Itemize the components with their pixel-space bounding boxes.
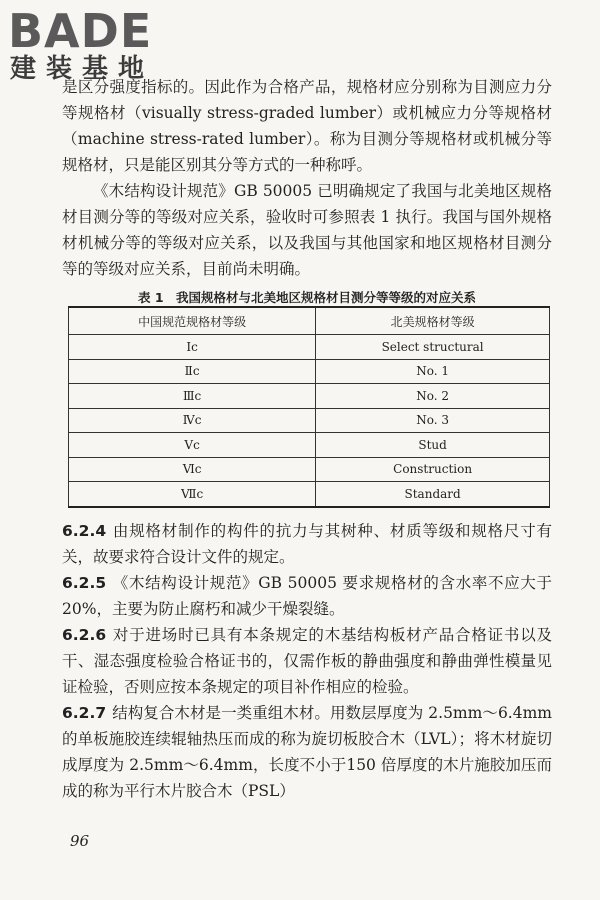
grade-correspondence-table xyxy=(68,306,550,508)
china-grade-cell: Ⅰc xyxy=(69,335,316,360)
section-6-2-7 xyxy=(62,700,552,804)
china-grade-cell: Ⅴc xyxy=(69,433,316,458)
section-6-2-5 xyxy=(62,570,552,622)
na-grade-cell: No. 3 xyxy=(316,408,550,433)
table-row xyxy=(69,384,550,409)
na-grade-cell: Construction xyxy=(316,457,550,482)
section-number: 6.2.5 xyxy=(62,574,107,592)
section-body: 《木结构设计规范》GB 50005 要求规格材的含水率不应大于 20%，主要为防止腐朽和减少干燥裂缝。 xyxy=(62,574,552,618)
section-body: 对于进场时已具有本条规定的木基结构板材产品合格证书以及干、湿态强度检验合格证书的，仅需作板的静曲强度和静曲弹性模量见证检验，否则应按本条规定的项目补作相应的检验。 xyxy=(62,626,552,696)
section-6-2-4 xyxy=(62,518,552,570)
section-number: 6.2.7 xyxy=(62,704,107,722)
header-china-grade: 中国规范规格材等级 xyxy=(69,307,316,335)
na-grade-cell: Stud xyxy=(316,433,550,458)
table-row xyxy=(69,433,550,458)
section-body: 结构复合木材是一类重组木材。用数层厚度为 2.5mm～6.4mm 的单板施胶连续辊轴热压而成的称为旋切板胶合木（LVL）；将木材旋切成厚度为 2.5mm～6.4mm，长度不小于150 倍厚度的木片施胶加压而成的称为平行木片胶合木（PSL） xyxy=(62,704,552,800)
section-body: 由规格材制作的构件的抗力与其树种、材质等级和规格尺寸有关，故要求符合设计文件的规定。 xyxy=(62,522,552,566)
china-grade-cell: Ⅱc xyxy=(69,359,316,384)
china-grade-cell: Ⅶc xyxy=(69,482,316,507)
section-number: 6.2.6 xyxy=(62,626,107,644)
logo-subtitle: 建装基地 xyxy=(10,54,155,84)
table-row xyxy=(69,335,550,360)
section-number: 6.2.4 xyxy=(62,522,107,540)
paragraph-1: 是区分强度指标的。因此作为合格产品，规格材应分别称为目测应力分等规格材（visually stress-graded lumber）或机械应力分等规格材（machine stress-rated lumber）。称为目测分等规格材或机械分等规格材，只是能区别其分等方式的一种称呼。 xyxy=(62,78,552,174)
page-number: 96 xyxy=(70,832,90,850)
paragraph-2: 《木结构设计规范》GB 50005 已明确规定了我国与北美地区规格材目测分等的等级对应关系，验收时可参照表 1 执行。我国与国外规格材机械分等的等级对应关系，以及我国与其他国家和地区规格材目测分等的等级对应关系，目前尚未明确。 xyxy=(62,182,552,278)
intro-text xyxy=(62,74,552,282)
china-grade-cell: Ⅳc xyxy=(69,408,316,433)
logo-wordmark: BADE xyxy=(8,4,153,58)
sections-text xyxy=(62,518,552,804)
table-row xyxy=(69,457,550,482)
table-row xyxy=(69,408,550,433)
na-grade-cell: Select structural xyxy=(316,335,550,360)
table-row xyxy=(69,482,550,507)
table-caption: 表 1 我国规格材与北美地区规格材目测分等等级的对应关系 xyxy=(137,290,477,305)
table-row xyxy=(69,359,550,384)
na-grade-cell: No. 2 xyxy=(316,384,550,409)
china-grade-cell: Ⅲc xyxy=(69,384,316,409)
na-grade-cell: No. 1 xyxy=(316,359,550,384)
section-6-2-6 xyxy=(62,622,552,700)
table-header-row xyxy=(69,307,550,335)
header-north-america-grade: 北美规格材等级 xyxy=(316,307,550,335)
na-grade-cell: Standard xyxy=(316,482,550,507)
china-grade-cell: Ⅵc xyxy=(69,457,316,482)
